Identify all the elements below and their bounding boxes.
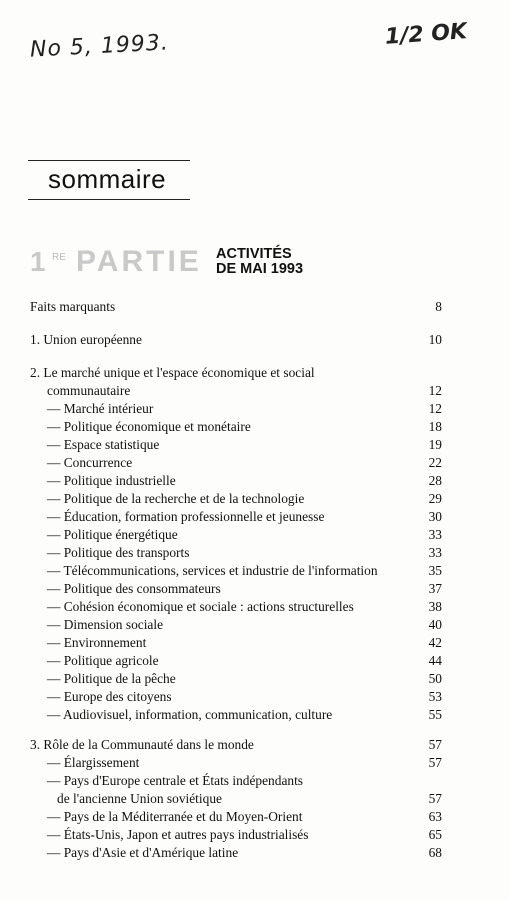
toc-page: 35 [428,563,442,578]
page-title: sommaire [48,164,167,194]
toc-item [30,844,442,862]
toc-page: 63 [428,809,442,824]
toc-label: — Cohésion économique et sociale : actions structurelles [47,599,354,614]
toc-page: 18 [428,419,442,434]
toc-page: 12 [428,401,442,416]
toc-item [30,790,442,808]
toc-label: — Environnement [47,635,147,650]
toc-item [30,826,442,844]
toc-label: 1. Union européenne [30,332,142,347]
toc-label: — Pays de la Méditerranée et du Moyen-Orient [47,809,303,824]
toc-page: 38 [428,599,442,614]
handwritten-issue-note: No 5, 1993. [29,30,170,63]
toc-item [30,688,442,706]
toc-page: 22 [428,455,442,470]
toc-item [30,544,442,562]
toc-page: 29 [428,491,442,506]
toc-item [30,562,442,580]
toc-page: 28 [428,473,442,488]
toc-item [30,490,442,508]
toc-label: de l'ancienne Union soviétique [47,791,222,806]
table-of-contents [30,298,442,862]
toc-label: — Concurrence [47,455,133,470]
toc-page: 57 [428,755,442,770]
toc-item [30,472,442,490]
title-rule-top [28,160,190,161]
toc-label: 3. Rôle de la Communauté dans le monde [30,737,254,752]
toc-page: 33 [428,545,442,560]
title-rule-bottom [28,199,190,200]
toc-label: — Éducation, formation professionnelle et jeunesse [47,509,325,524]
toc-item [30,580,442,598]
toc-page: 33 [428,527,442,542]
toc-item [30,436,442,454]
part-word: PARTIE [76,245,202,278]
toc-item [30,634,442,652]
toc-page: 53 [428,689,442,704]
toc-label: communautaire [47,383,131,398]
toc-page: 50 [428,671,442,686]
toc-item [30,772,442,790]
toc-page: 65 [428,827,442,842]
toc-label: 2. Le marché unique et l'espace économique et social [30,365,315,380]
toc-label: — Dimension sociale [47,617,164,632]
toc-item [30,526,442,544]
toc-item [30,670,442,688]
toc-page: 30 [428,509,442,524]
toc-page: 19 [428,437,442,452]
toc-label: Faits marquants [30,299,116,314]
toc-label: — Politique énergétique [47,527,178,542]
toc-item [30,418,442,436]
toc-page: 12 [428,383,442,398]
toc-label: — Marché intérieur [47,401,154,416]
toc-section-1 [30,331,442,349]
part-number: 1 [30,246,46,277]
toc-entry-faits-marquants [30,298,442,316]
toc-page: 68 [428,845,442,860]
toc-item [30,754,442,772]
toc-item [30,706,442,724]
toc-label: — Politique de la pêche [47,671,176,686]
toc-label: — Élargissement [47,755,140,770]
toc-item [30,508,442,526]
toc-item [30,454,442,472]
toc-label: — Politique de la recherche et de la technologie [47,491,305,506]
toc-label: — Politique des consommateurs [47,581,221,596]
toc-label: — Politique agricole [47,653,159,668]
toc-section-3 [30,736,442,754]
toc-label: — Audiovisuel, information, communication, culture [47,707,333,722]
toc-item [30,598,442,616]
toc-item [30,616,442,634]
toc-label: — Pays d'Asie et d'Amérique latine [47,845,239,860]
toc-item [30,652,442,670]
toc-page: 44 [428,653,442,668]
part-subtitle-line2: DE MAI 1993 [216,261,304,277]
part-subtitle [216,247,303,277]
toc-page: 8 [435,299,442,314]
toc-item [30,400,442,418]
toc-label: — Espace statistique [47,437,160,452]
toc-label: — Politique industrielle [47,473,176,488]
toc-item [30,808,442,826]
toc-label: — Europe des citoyens [47,689,172,704]
handwritten-ok-note: 1/2 OK [384,19,468,50]
toc-label: — Pays d'Europe centrale et États indépendants [47,773,304,788]
toc-page: 57 [428,737,442,752]
toc-label: — Télécommunications, services et industrie de l'information [47,563,378,578]
toc-page: 55 [428,707,442,722]
toc-section-2-line1 [30,364,442,382]
toc-page: 57 [428,791,442,806]
toc-section-2-line2 [30,382,442,400]
toc-page: 42 [428,635,442,650]
toc-label: — Politique des transports [47,545,190,560]
part-suffix: RE [52,252,66,263]
part-subtitle-line1: ACTIVITÉS [216,246,292,262]
toc-label: — États-Unis, Japon et autres pays industrialisés [47,827,309,842]
toc-page: 10 [428,332,442,347]
toc-page: 37 [428,581,442,596]
toc-label: — Politique économique et monétaire [47,419,251,434]
toc-page: 40 [428,617,442,632]
